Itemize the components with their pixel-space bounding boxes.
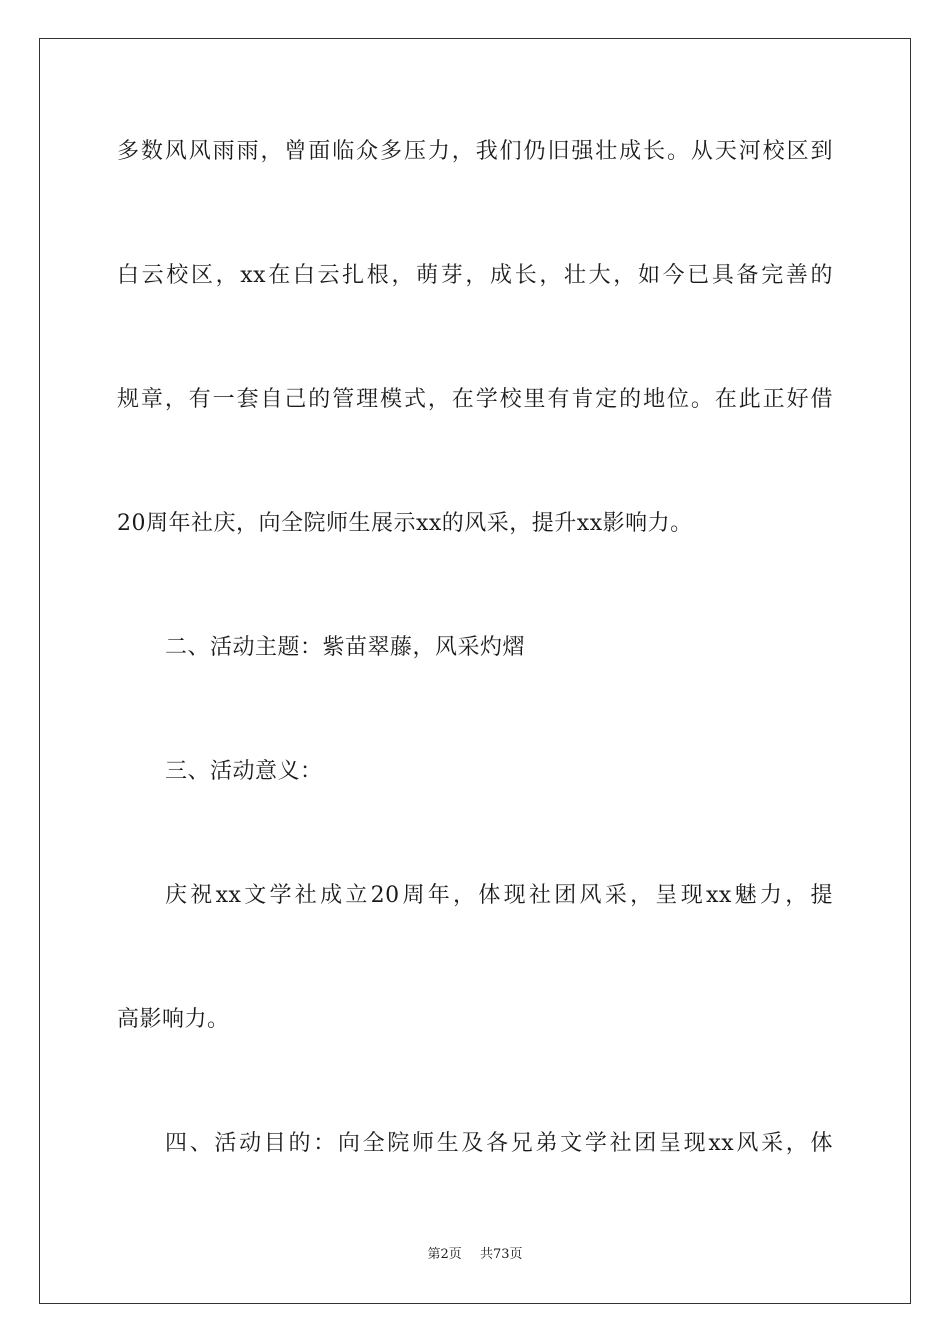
body-line-2: 白云校区，xx在白云扎根，萌芽，成长，壮大，如今已具备完善的 xyxy=(117,263,833,288)
page-footer xyxy=(0,1246,950,1264)
section-heading-theme: 二、活动主题：紫苗翠藤，风采灼熠 xyxy=(165,635,526,660)
page-total: 共73页 xyxy=(479,1247,523,1262)
page-number: 第2页 xyxy=(427,1247,462,1262)
section-heading-purpose: 四、活动目的：向全院师生及各兄弟文学社团呈现xx风采，体 xyxy=(165,1131,833,1156)
body-line-significance-1: 庆祝xx文学社成立20周年，体现社团风采，呈现xx魅力，提 xyxy=(165,883,833,908)
page-border xyxy=(39,38,911,1304)
body-line-4: 20周年社庆，向全院师生展示xx的风采，提升xx影响力。 xyxy=(117,511,693,536)
body-line-1: 多数风风雨雨，曾面临众多压力，我们仍旧强壮成长。从天河校区到 xyxy=(117,139,833,164)
body-line-significance-2: 高影响力。 xyxy=(117,1007,230,1032)
body-line-3: 规章，有一套自己的管理模式，在学校里有肯定的地位。在此正好借 xyxy=(117,387,833,412)
section-heading-significance: 三、活动意义： xyxy=(165,759,323,784)
